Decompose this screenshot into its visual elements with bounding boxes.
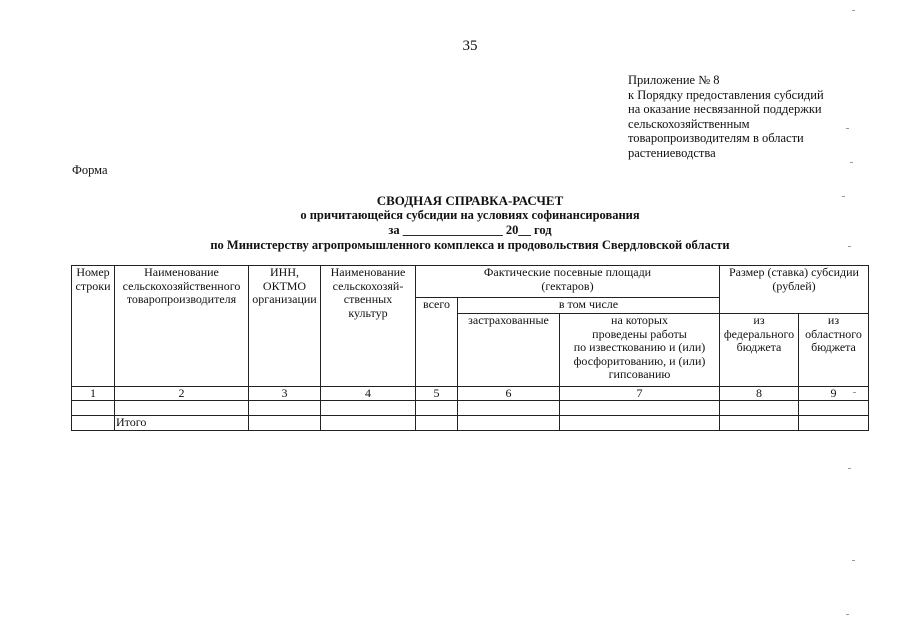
table-cell: [321, 416, 416, 431]
appendix-line: на оказание несвязанной поддержки: [628, 102, 822, 117]
title-ministry: по Министерству агропромышленного комплекса и продовольствия Свердловской области: [210, 238, 730, 252]
table-cell: [115, 401, 249, 416]
table-cell: [416, 401, 458, 416]
column-number-row: [72, 387, 869, 401]
appendix-line: товаропроизводителям в области: [628, 131, 804, 146]
table-cell: [560, 416, 720, 431]
column-number: 4: [321, 387, 416, 401]
column-number: 3: [249, 387, 321, 401]
column-number: 2: [115, 387, 249, 401]
header-liming: на которых проведены работы по известкованию и (или) фосфоритованию, и (или) гипсованию: [560, 314, 720, 387]
total-label: Итого: [115, 416, 249, 431]
header-including: в том числе: [458, 298, 720, 314]
calculation-table: [71, 265, 869, 431]
scan-speck: [852, 560, 855, 561]
table-cell: [321, 401, 416, 416]
table-cell: [799, 416, 869, 431]
title-main: СВОДНАЯ СПРАВКА-РАСЧЕТ: [376, 193, 564, 208]
scan-speck: [852, 10, 855, 11]
column-number: 9: [799, 387, 869, 401]
page-number: 35: [462, 38, 478, 54]
header-federal-budget: из федерального бюджета: [720, 314, 799, 387]
header-subsidy-rate: Размер (ставка) субсидии (рублей): [720, 266, 869, 314]
column-number: 8: [720, 387, 799, 401]
table-cell: [720, 401, 799, 416]
scan-speck: [848, 468, 851, 469]
table-cell: [720, 416, 799, 431]
scan-speck: [848, 246, 851, 247]
table-cell: [72, 416, 115, 431]
table-cell: [560, 401, 720, 416]
appendix-line: Приложение № 8: [628, 73, 720, 87]
header-row-number: Номер строки: [72, 266, 115, 387]
column-number: 1: [72, 387, 115, 401]
form-label: Форма: [72, 163, 108, 177]
appendix-line: сельскохозяйственным: [628, 116, 750, 131]
header-regional-budget: из областного бюджета: [799, 314, 869, 387]
table-row: [72, 401, 869, 416]
table-cell: [458, 416, 560, 431]
appendix-line: к Порядку предоставления субсидий: [628, 87, 824, 102]
scan-speck: [853, 392, 856, 393]
document-title: [0, 193, 905, 253]
header-insured: застрахованные: [458, 314, 560, 387]
header-producer-name: Наименование сельскохозяйственного товаропроизводителя: [115, 266, 249, 387]
title-subtitle: о причитающейся субсидии на условиях софинансирования: [300, 208, 640, 222]
table-cell: [249, 401, 321, 416]
column-number: 6: [458, 387, 560, 401]
total-row: [72, 416, 869, 431]
table-cell: [249, 416, 321, 431]
appendix-line: растениеводства: [628, 145, 716, 160]
header-total-area: всего: [416, 298, 458, 387]
scan-speck: [842, 196, 845, 197]
scan-speck: [846, 128, 849, 129]
scan-speck: [850, 162, 853, 163]
column-number: 7: [560, 387, 720, 401]
table-cell: [72, 401, 115, 416]
header-sown-areas: Фактические посевные площади (гектаров): [416, 266, 720, 298]
appendix-note: [628, 73, 848, 161]
title-period: за ________________ 20__ год: [388, 223, 552, 237]
table-cell: [458, 401, 560, 416]
column-number: 5: [416, 387, 458, 401]
table-cell: [416, 416, 458, 431]
scan-speck: [846, 614, 849, 615]
table-cell: [799, 401, 869, 416]
header-inn: ИНН, ОКТМО организации: [249, 266, 321, 387]
header-crops: Наименование сельскохозяй- ственных культур: [321, 266, 416, 387]
